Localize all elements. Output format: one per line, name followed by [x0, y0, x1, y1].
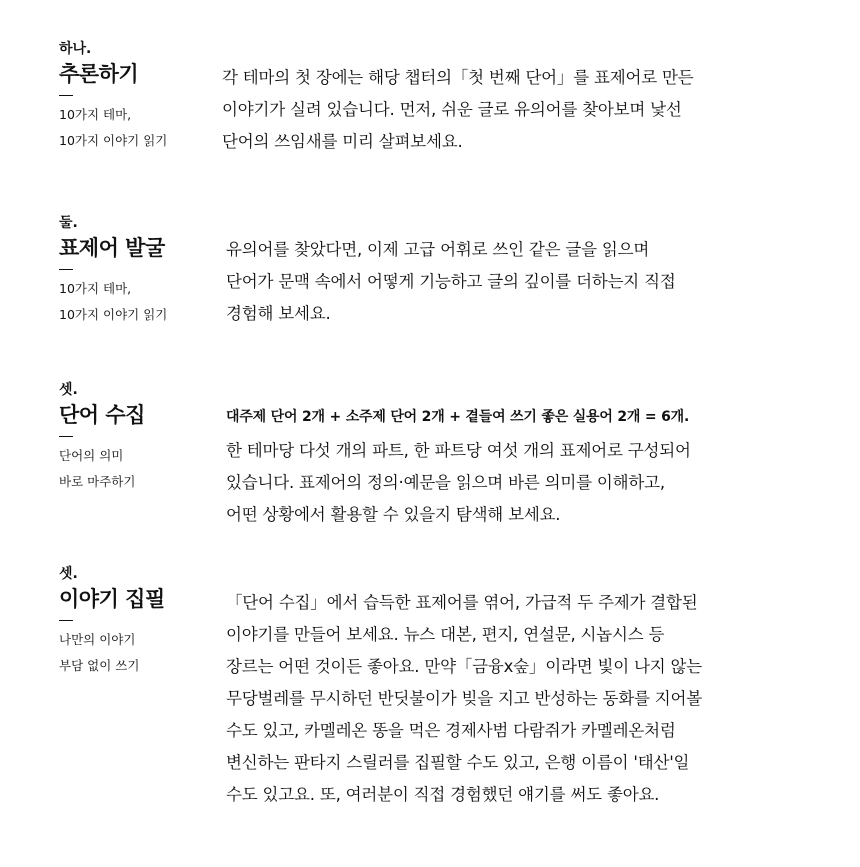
- body-line: 단어가 문맥 속에서 어떻게 기능하고 글의 깊이를 더하는지 직접: [226, 272, 676, 291]
- subtitle-line: 바로 마주하기: [59, 474, 136, 489]
- body-line: 장르는 어떤 것이든 좋아요. 만약「금융x숲」이라면 빛이 나지 않는: [226, 657, 702, 676]
- section-title: 추론하기: [59, 62, 139, 86]
- body-line: 단어의 쓰임새를 미리 살펴보세요.: [222, 132, 463, 151]
- section-number: 셋.: [59, 566, 78, 582]
- section-title: 단어 수집: [59, 403, 145, 427]
- section-number: 셋.: [59, 382, 78, 398]
- subtitle-line: 10가지 이야기 읽기: [59, 307, 168, 322]
- section-body: [226, 401, 691, 531]
- body-line: 이야기가 실려 있습니다. 먼저, 쉬운 글로 유의어를 찾아보며 낯선: [222, 100, 682, 119]
- section-header: [59, 565, 219, 679]
- title-divider: [59, 620, 73, 621]
- body-line: 유의어를 찾았다면, 이제 고급 어휘로 쓰인 같은 글을 읽으며: [226, 240, 650, 259]
- title-divider: [59, 269, 73, 270]
- section-header: [59, 381, 219, 495]
- section-header: [59, 40, 219, 154]
- body-line: 경험해 보세요.: [226, 304, 331, 323]
- section-title: 표제어 발굴: [59, 236, 165, 260]
- title-divider: [59, 95, 73, 96]
- body-line: 무당벌레를 무시하던 반딧불이가 빚을 지고 반성하는 동화를 지어볼: [226, 689, 703, 708]
- subtitle-line: 단어의 의미: [59, 448, 124, 463]
- word-count-formula: 대주제 단어 2개 + 소주제 단어 2개 + 곁들여 쓰기 좋은 실용어 2개 = 6개.: [226, 409, 690, 425]
- subtitle-line: 10가지 테마,: [59, 107, 132, 122]
- section-number: 둘.: [59, 215, 78, 231]
- subtitle-line: 부담 없이 쓰기: [59, 658, 140, 673]
- subtitle-line: 10가지 이야기 읽기: [59, 133, 168, 148]
- body-line: 한 테마당 다섯 개의 파트, 한 파트당 여섯 개의 표제어로 구성되어: [226, 441, 691, 460]
- body-line: 변신하는 판타지 스릴러를 집필할 수도 있고, 은행 이름이 '태산'일: [226, 753, 690, 772]
- body-line: 각 테마의 첫 장에는 해당 챕터의「첫 번째 단어」를 표제어로 만든: [222, 68, 694, 87]
- section-body: [222, 62, 693, 158]
- section-body: [226, 234, 676, 330]
- body-line: 있습니다. 표제어의 정의·예문을 읽으며 바른 의미를 이해하고,: [226, 473, 665, 492]
- subtitle-line: 나만의 이야기: [59, 632, 136, 647]
- section-header: [59, 214, 219, 328]
- body-line: 이야기를 만들어 보세요. 뉴스 대본, 편지, 연설문, 시놉시스 등: [226, 625, 665, 644]
- title-divider: [59, 436, 73, 437]
- body-line: 수도 있고요. 또, 여러분이 직접 경험했던 얘기를 써도 좋아요.: [226, 785, 660, 804]
- body-line: 어떤 상황에서 활용할 수 있을지 탐색해 보세요.: [226, 505, 561, 524]
- section-body: [226, 587, 702, 811]
- section-title: 이야기 집필: [59, 587, 165, 611]
- body-line: 수도 있고, 카멜레온 똥을 먹은 경제사범 다람쥐가 카멜레온처럼: [226, 721, 676, 740]
- subtitle-line: 10가지 테마,: [59, 281, 132, 296]
- body-line: 「단어 수집」에서 습득한 표제어를 엮어, 가급적 두 주제가 결합된: [226, 593, 698, 612]
- section-number: 하나.: [59, 41, 92, 57]
